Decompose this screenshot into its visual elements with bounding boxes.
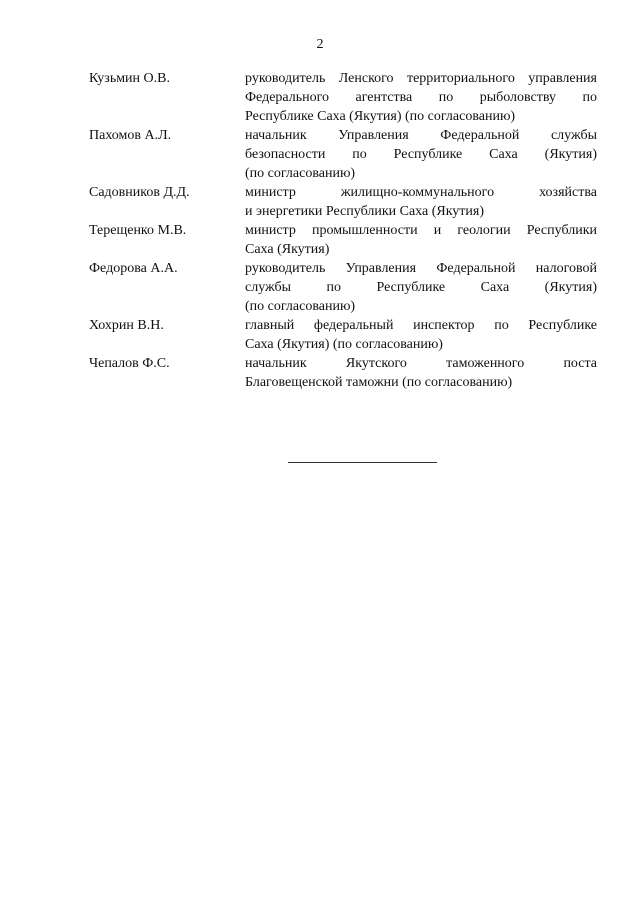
role-line: Федерального агентства по рыболовству по: [245, 90, 597, 105]
role-line: Саха (Якутия): [245, 242, 330, 257]
members-list: [89, 69, 597, 392]
member-row: [89, 221, 597, 259]
role-line: начальник Якутского таможенного поста: [245, 356, 597, 371]
role-line: Саха (Якутия) (по согласованию): [245, 337, 443, 352]
role-line: руководитель Управления Федеральной налоговой: [245, 261, 597, 276]
role-line: министр промышленности и геологии Республики: [245, 223, 597, 238]
role-line: начальник Управления Федеральной службы: [245, 128, 597, 143]
role-line: безопасности по Республике Саха (Якутия): [245, 147, 597, 162]
role-line: (по согласованию): [245, 166, 356, 181]
member-role: [245, 316, 597, 354]
role-line: и энергетики Республики Саха (Якутия): [245, 204, 485, 219]
member-role: [245, 69, 597, 126]
role-line: министр жилищно-коммунального хозяйства: [245, 185, 597, 200]
member-role: [245, 221, 597, 259]
member-row: [89, 316, 597, 354]
member-name: Садовников Д.Д.: [89, 185, 190, 200]
member-role: [245, 259, 597, 316]
page-number: 2: [316, 37, 324, 52]
member-row: [89, 183, 597, 221]
member-row: [89, 126, 597, 183]
member-row: [89, 354, 597, 392]
member-role: [245, 126, 597, 183]
member-name: Чепалов Ф.С.: [89, 356, 170, 371]
role-line: главный федеральный инспектор по Республике: [245, 318, 597, 333]
member-name: Кузьмин О.В.: [89, 71, 170, 86]
role-line: (по согласованию): [245, 299, 356, 314]
role-line: Благовещенской таможни (по согласованию): [245, 375, 513, 390]
role-line: службы по Республике Саха (Якутия): [245, 280, 597, 295]
member-role: [245, 183, 597, 221]
member-name: Федорова А.А.: [89, 261, 178, 276]
member-name: Терещенко М.В.: [89, 223, 187, 238]
member-role: [245, 354, 597, 392]
role-line: Республике Саха (Якутия) (по согласованию): [245, 109, 516, 124]
role-line: руководитель Ленского территориального управления: [245, 71, 597, 86]
member-name: Пахомов А.Л.: [89, 128, 172, 143]
member-row: [89, 259, 597, 316]
member-name: Хохрин В.Н.: [89, 318, 164, 333]
member-row: [89, 69, 597, 126]
end-of-list-divider: [288, 462, 437, 463]
